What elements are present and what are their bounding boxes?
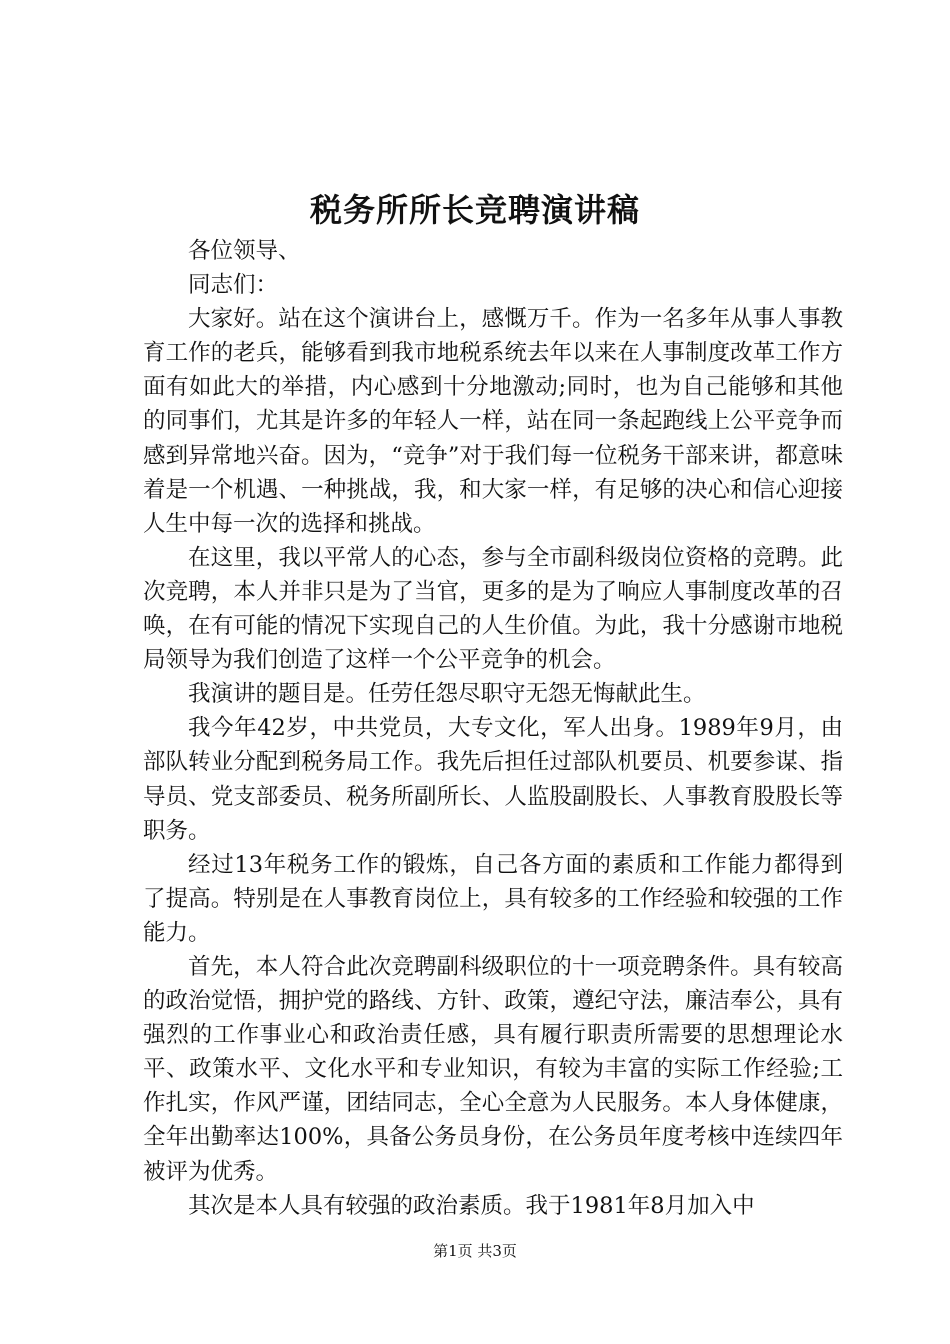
body-paragraph: 经过13年税务工作的锻炼，自己各方面的素质和工作能力都得到了提高。特别是在人事教育岗位上，具有较多的工作经验和较强的工作能力。 xyxy=(143,851,843,946)
body-paragraph: 大家好。站在这个演讲台上，感慨万千。作为一名多年从事人事教育工作的老兵，能够看到我市地税系统去年以来在人事制度改革工作方面有如此大的举措，内心感到十分地激动;同时，也为自己能够和其他的同事们，尤其是许多的年轻人一样，站在同一条起跑线上公平竞争而感到异常地兴奋。因为，“竞争”对于我们每一位税务干部来讲，都意味着是一个机遇、一种挑战，我，和大家一样，有足够的决心和信心迎接人生中每一次的选择和挑战。 xyxy=(143,306,843,537)
body-paragraph: 首先，本人符合此次竞聘副科级职位的十一项竞聘条件。具有较高的政治觉悟，拥护党的路线、方针、政策，遵纪守法，廉洁奉公，具有强烈的工作事业心和政治责任感，具有履行职责所需要的思想理论水平、政策水平、文化水平和专业知识，有较为丰富的实际工作经验;工作扎实，作风严谨，团结同志，全心全意为人民服务。本人身体健康，全年出勤率达100%，具备公务员身份，在公务员年度考核中连续四年被评为优秀。 xyxy=(143,953,843,1185)
document-body xyxy=(143,234,843,1223)
body-paragraph: 在这里，我以平常人的心态，参与全市副科级岗位资格的竞聘。此次竞聘，本人并非只是为了当官，更多的是为了响应人事制度改革的召唤，在有可能的情况下实现自己的人生价值。为此，我十分感谢市地税局领导为我们创造了这样一个公平竞争的机会。 xyxy=(143,544,843,674)
document-title: 税务所所长竞聘演讲稿 xyxy=(309,191,640,229)
body-paragraph: 我今年42岁，中共党员，大专文化，军人出身。1989年9月，由部队转业分配到税务局工作。我先后担任过部队机要员、机要参谋、指导员、党支部委员、税务所副所长、人监股副股长、人事教育股股长等职务。 xyxy=(143,715,843,844)
salutation-line: 各位领导、 xyxy=(188,238,301,264)
page-number-footer: 第1页 共3页 xyxy=(433,1242,517,1260)
body-paragraph: 我演讲的题目是。任劳任怨尽职守无怨无悔献此生。 xyxy=(188,681,706,708)
body-paragraph: 其次是本人具有较强的政治素质。我于1981年8月加入中 xyxy=(188,1192,755,1219)
salutation-line: 同志们： xyxy=(188,272,279,299)
